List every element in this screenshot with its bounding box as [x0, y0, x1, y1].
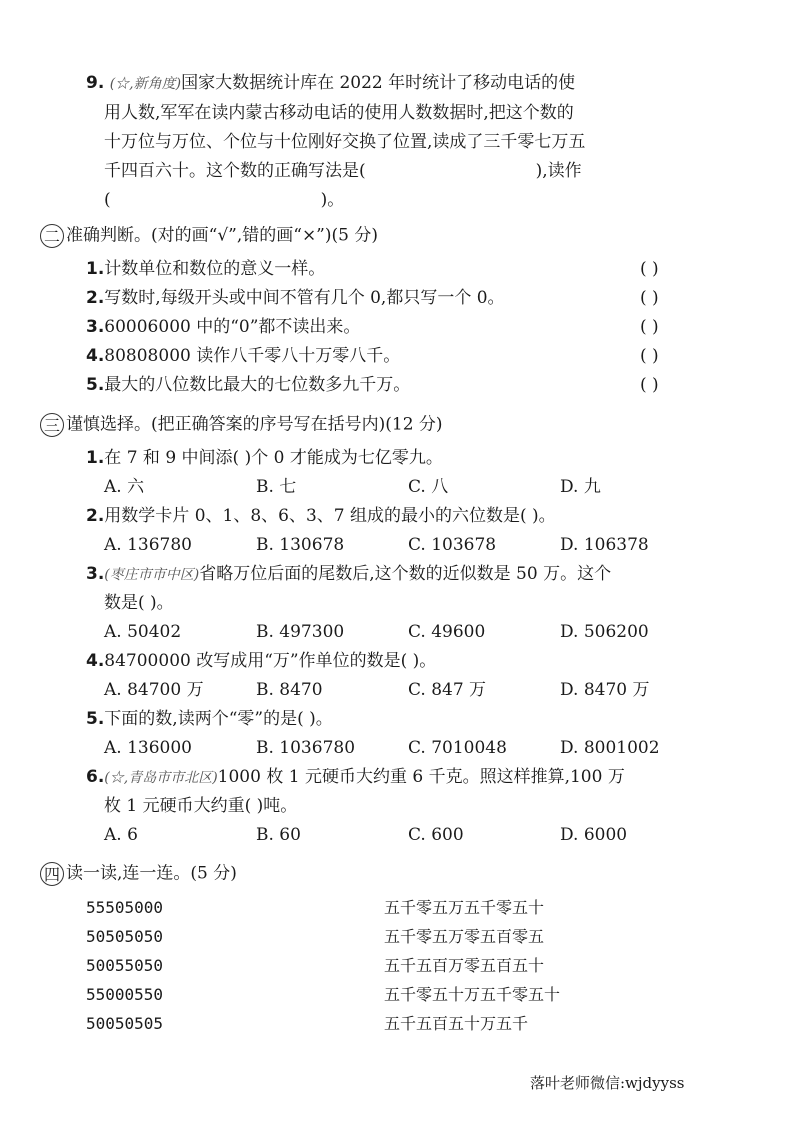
q9-line2: 用人数,军军在读内蒙古移动电话的使用人数数据时,把这个数的 [104, 103, 574, 123]
s2-answer-paren[interactable]: ( ) [640, 317, 659, 337]
s2-item-3 [86, 316, 360, 338]
s3-q5-option-d[interactable]: D. 8001002 [560, 738, 660, 758]
match-right-item[interactable]: 五千零五万零五百零五 [384, 927, 545, 946]
s2-answer-paren[interactable]: ( ) [640, 259, 659, 279]
s2-item-number: 1. [86, 259, 105, 279]
s2-item-1 [86, 258, 325, 280]
s3-q-number: 1. [86, 448, 105, 468]
s3-q-number: 4. [86, 651, 105, 671]
s2-item-text: 计数单位和数位的意义一样。 [104, 259, 326, 279]
s3-q6-option-c[interactable]: C. 600 [408, 825, 464, 845]
s3-q6-option-b[interactable]: B. 60 [256, 825, 301, 845]
q9-number: 9. [86, 73, 105, 93]
s2-item-text: 60006000 中的“0”都不读出来。 [104, 317, 361, 337]
section3-title: 谨慎选择。(把正确答案的序号写在括号内)(12 分) [66, 414, 443, 435]
s3-q-text: 在 7 和 9 中间添( )个 0 才能成为七亿零九。 [104, 448, 443, 468]
match-right-item[interactable]: 五千五百五十万五千 [384, 1014, 529, 1033]
s2-item-text: 80808000 读作八千零八十万零八千。 [104, 346, 401, 366]
s3-q2-option-a[interactable]: A. 136780 [104, 535, 192, 555]
section4-number-badge: 四 [40, 862, 64, 886]
s3-q-text: 用数学卡片 0、1、8、6、3、7 组成的最小的六位数是( )。 [104, 506, 556, 526]
q9-text-4a: 千四百六十。这个数的正确写法是( [104, 161, 366, 181]
match-right-item[interactable]: 五千零五十万五千零五十 [384, 985, 561, 1004]
q9-line5 [104, 189, 344, 211]
s2-item-5 [86, 374, 410, 396]
s3-q1 [86, 447, 443, 469]
s2-item-4 [86, 345, 400, 367]
s2-item-text: 写数时,每级开头或中间不管有几个 0,都只写一个 0。 [104, 288, 505, 308]
s2-item-2 [86, 287, 505, 309]
s3-q2-option-d[interactable]: D. 106378 [560, 535, 649, 555]
match-left-item[interactable]: 50505050 [86, 927, 164, 946]
s2-item-number: 2. [86, 288, 105, 308]
q9-text-5a: ( [104, 190, 111, 210]
s3-q1-option-b[interactable]: B. 七 [256, 477, 297, 497]
s3-q3-tag: (枣庄市市中区) [104, 567, 200, 583]
match-left-item[interactable]: 55000550 [86, 985, 164, 1004]
q9-tag: (☆,新角度) [109, 76, 182, 92]
s3-q4-option-d[interactable]: D. 8470 万 [560, 680, 650, 700]
s3-q3-option-b[interactable]: B. 497300 [256, 622, 345, 642]
s3-q3-line2: 数是( )。 [104, 593, 174, 613]
footer-contact: 落叶老师微信:wjdyyss [530, 1074, 685, 1092]
s3-q-number: 2. [86, 506, 105, 526]
s3-q5-option-b[interactable]: B. 1036780 [256, 738, 356, 758]
match-left-item[interactable]: 50055050 [86, 956, 164, 975]
s3-q2-option-c[interactable]: C. 103678 [408, 535, 497, 555]
section3-number-badge: 三 [40, 413, 64, 437]
s3-q2 [86, 505, 556, 527]
s3-q1-option-a[interactable]: A. 六 [104, 477, 145, 497]
section4-title: 读一读,连一连。(5 分) [66, 863, 237, 884]
section2-number-badge: 二 [40, 224, 64, 248]
s3-q4-option-a[interactable]: A. 84700 万 [104, 680, 204, 700]
s2-item-text: 最大的八位数比最大的七位数多九千万。 [104, 375, 411, 395]
s2-answer-paren[interactable]: ( ) [640, 346, 659, 366]
s3-q4 [86, 650, 436, 672]
s3-q4-option-c[interactable]: C. 847 万 [408, 680, 487, 700]
s2-item-number: 4. [86, 346, 105, 366]
s3-q5-option-c[interactable]: C. 7010048 [408, 738, 507, 758]
match-left-item[interactable]: 50050505 [86, 1014, 164, 1033]
match-right-item[interactable]: 五千零五万五千零五十 [384, 898, 545, 917]
s3-q1-option-d[interactable]: D. 九 [560, 477, 601, 497]
s3-q-text: 下面的数,读两个“零”的是( )。 [104, 709, 333, 729]
s3-q3-option-d[interactable]: D. 506200 [560, 622, 649, 642]
s3-q-text: 1000 枚 1 元硬币大约重 6 千克。照这样推算,100 万 [217, 767, 625, 787]
s3-q1-option-c[interactable]: C. 八 [408, 477, 449, 497]
q9-text-1: 国家大数据统计库在 2022 年时统计了移动电话的使 [181, 73, 576, 93]
s3-q-number: 6. [86, 767, 105, 787]
s3-q3 [86, 563, 611, 586]
section4-heading [40, 862, 237, 886]
s3-q5-option-a[interactable]: A. 136000 [104, 738, 192, 758]
s3-q-text: 省略万位后面的尾数后,这个数的近似数是 50 万。这个 [199, 564, 612, 584]
section2-title: 准确判断。(对的画“√”,错的画“×”)(5 分) [66, 225, 378, 246]
q9-line3: 十万位与万位、个位与十位刚好交换了位置,读成了三千零七万五 [104, 132, 586, 152]
s3-q-number: 5. [86, 709, 105, 729]
q9-text-5b: )。 [320, 190, 345, 210]
s2-item-number: 5. [86, 375, 105, 395]
s3-q3-option-a[interactable]: A. 50402 [104, 622, 182, 642]
s3-q4-option-b[interactable]: B. 8470 [256, 680, 323, 700]
s2-answer-paren[interactable]: ( ) [640, 375, 659, 395]
s3-q6-option-a[interactable]: A. 6 [104, 825, 138, 845]
s3-q-number: 3. [86, 564, 105, 584]
q9-line4 [104, 160, 582, 182]
s3-q6-option-d[interactable]: D. 6000 [560, 825, 628, 845]
s2-item-number: 3. [86, 317, 105, 337]
section3-heading [40, 413, 443, 437]
s3-q-text: 84700000 改写成用“万”作单位的数是( )。 [104, 651, 437, 671]
s3-q3-option-c[interactable]: C. 49600 [408, 622, 486, 642]
s3-q6-line2: 枚 1 元硬币大约重( )吨。 [104, 796, 298, 816]
q9-line1 [86, 72, 575, 95]
q9-text-4b: ),读作 [535, 161, 582, 181]
match-left-item[interactable]: 55505000 [86, 898, 164, 917]
s3-q5 [86, 708, 333, 730]
s3-q6 [86, 766, 625, 789]
s3-q2-option-b[interactable]: B. 130678 [256, 535, 345, 555]
section2-heading [40, 224, 378, 248]
match-right-item[interactable]: 五千五百万零五百五十 [384, 956, 545, 975]
s2-answer-paren[interactable]: ( ) [640, 288, 659, 308]
s3-q6-tag: (☆,青岛市市北区) [104, 770, 218, 786]
